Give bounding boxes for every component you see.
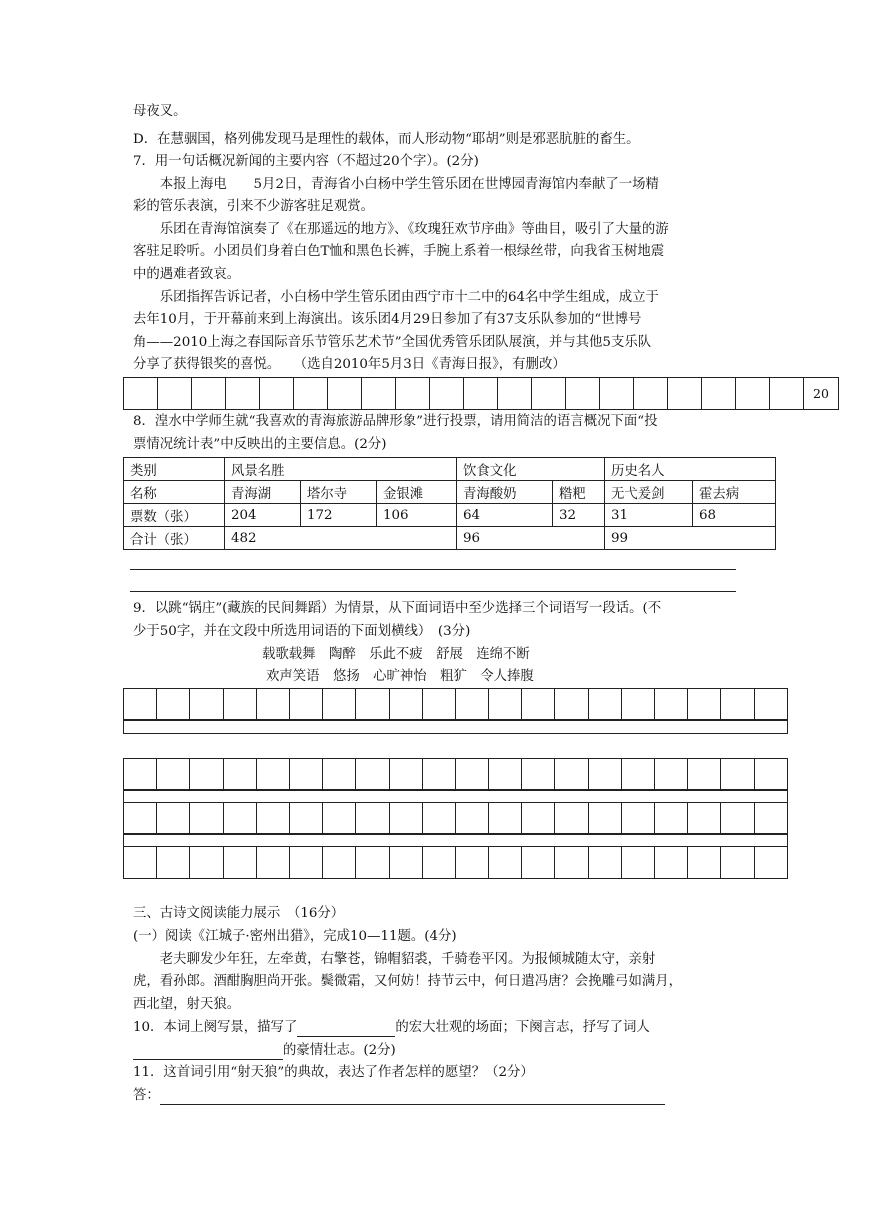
writing-cell[interactable] — [522, 803, 555, 835]
writing-cell[interactable] — [289, 803, 322, 835]
subsection-heading: (一）阅读《江城子·密州出猎》，完成10—11题。(4分) — [133, 929, 457, 944]
vote-statistics-table — [123, 457, 776, 550]
writing-cell[interactable] — [522, 689, 555, 721]
grid-spacer — [123, 719, 788, 734]
q9-question-line2: 少于50字，并在文段中所选用词语的下面划横线） (3分) — [133, 624, 471, 639]
q10-line2 — [133, 1042, 396, 1060]
answer-cell[interactable] — [124, 378, 158, 410]
writing-cell[interactable] — [621, 689, 654, 721]
writing-cell[interactable] — [422, 803, 455, 835]
writing-cell[interactable] — [522, 847, 555, 879]
writing-cell[interactable] — [389, 689, 422, 721]
q10-blank-2[interactable] — [133, 1045, 283, 1060]
q9-word-list-line1: 载歌载舞 陶醉 乐此不疲 舒展 连绵不断 — [262, 647, 530, 662]
writing-cell[interactable] — [621, 803, 654, 835]
table-cell: 68 — [693, 504, 776, 527]
answer-line[interactable] — [130, 569, 736, 570]
table-cell: 106 — [377, 504, 457, 527]
answer-cell[interactable] — [498, 378, 532, 410]
table-row — [124, 481, 776, 504]
writing-cell[interactable] — [489, 689, 522, 721]
q11-question: 11．这首词引用“射天狼”的典故，表达了作者怎样的愿望？（2分） — [133, 1065, 534, 1080]
writing-cell[interactable] — [157, 803, 190, 835]
writing-cell[interactable] — [422, 759, 455, 791]
writing-cell[interactable] — [124, 689, 157, 721]
writing-cell[interactable] — [323, 759, 356, 791]
writing-cell[interactable] — [223, 847, 256, 879]
writing-cell[interactable] — [422, 847, 455, 879]
q11-answer-line — [133, 1087, 665, 1105]
table-cell: 64 — [457, 504, 553, 527]
writing-cell[interactable] — [190, 759, 223, 791]
writing-cell[interactable] — [289, 689, 322, 721]
table-cell: 32 — [553, 504, 605, 527]
writing-grid-row[interactable] — [123, 846, 788, 879]
writing-cell[interactable] — [721, 847, 754, 879]
writing-cell[interactable] — [190, 803, 223, 835]
writing-cell[interactable] — [256, 759, 289, 791]
writing-cell[interactable] — [157, 759, 190, 791]
table-cell: 172 — [301, 504, 377, 527]
writing-cell[interactable] — [588, 847, 621, 879]
table-cell: 31 — [605, 504, 693, 527]
writing-cell[interactable] — [688, 847, 721, 879]
writing-cell[interactable] — [655, 759, 688, 791]
writing-cell[interactable] — [323, 803, 356, 835]
writing-cell[interactable] — [688, 689, 721, 721]
answer-cell[interactable] — [532, 378, 566, 410]
writing-cell[interactable] — [289, 759, 322, 791]
writing-cell[interactable] — [422, 689, 455, 721]
writing-grid-row[interactable] — [123, 802, 788, 835]
table-row — [124, 458, 776, 481]
table-cell: 塔尔寺 — [301, 481, 377, 504]
q7-answer-grid[interactable] — [123, 377, 839, 410]
writing-cell[interactable] — [621, 759, 654, 791]
table-cell: 名称 — [124, 481, 225, 504]
table-cell: 票数（张） — [124, 504, 225, 527]
writing-cell[interactable] — [256, 803, 289, 835]
table-row — [124, 504, 776, 527]
q10-text-c: 的豪情壮志。(2分) — [283, 1043, 396, 1058]
table-cell: 风景名胜 — [225, 458, 457, 481]
answer-cell[interactable] — [294, 378, 328, 410]
q8-question-line2: 票情况统计表”中反映出的主要信息。(2分) — [133, 437, 387, 452]
writing-cell[interactable] — [754, 759, 787, 791]
writing-cell[interactable] — [157, 847, 190, 879]
poem-line3: 西北望，射天狼。 — [133, 997, 241, 1012]
grid-spacer — [123, 833, 788, 847]
writing-grid-row[interactable] — [123, 758, 788, 791]
table-cell: 合计（张） — [124, 527, 225, 550]
writing-cell[interactable] — [655, 847, 688, 879]
writing-cell[interactable] — [655, 689, 688, 721]
q7-news-para3-line4: 分享了获得银奖的喜悦。 （选自2010年5月3日《青海日报》，有删改） — [133, 357, 566, 372]
table-cell: 青海酸奶 — [457, 481, 553, 504]
q10-blank-1[interactable] — [297, 1022, 395, 1037]
table-cell: 类别 — [124, 458, 225, 481]
writing-cell[interactable] — [455, 689, 488, 721]
writing-cell[interactable] — [688, 803, 721, 835]
writing-cell[interactable] — [588, 689, 621, 721]
writing-cell[interactable] — [389, 803, 422, 835]
q7-news-para2-line3: 中的遇难者致哀。 — [133, 267, 241, 282]
writing-cell[interactable] — [455, 759, 488, 791]
writing-cell[interactable] — [223, 803, 256, 835]
writing-cell[interactable] — [455, 847, 488, 879]
poem-line2: 虎，看孙郎。酒酣胸胆尚开张。鬓微霜，又何妨！持节云中，何日遣冯唐？会挽雕弓如满月， — [133, 974, 683, 989]
q11-answer-blank[interactable] — [160, 1090, 665, 1105]
writing-cell[interactable] — [124, 847, 157, 879]
table-row — [124, 527, 776, 550]
table-cell: 霍去病 — [693, 481, 776, 504]
q6-tail: 母夜叉。 — [133, 104, 187, 119]
writing-cell[interactable] — [323, 689, 356, 721]
writing-cell[interactable] — [124, 759, 157, 791]
q10-text-b: 的宏大壮观的场面；下阕言志，抒写了词人 — [395, 1020, 650, 1035]
writing-cell[interactable] — [256, 689, 289, 721]
answer-cell[interactable] — [566, 378, 600, 410]
answer-cell[interactable] — [464, 378, 498, 410]
writing-cell[interactable] — [356, 803, 389, 835]
writing-cell[interactable] — [489, 847, 522, 879]
writing-cell[interactable] — [157, 689, 190, 721]
writing-cell[interactable] — [754, 689, 787, 721]
writing-cell[interactable] — [721, 803, 754, 835]
writing-cell[interactable] — [289, 847, 322, 879]
section-title: 三、古诗文阅读能力展示 （16分） — [133, 906, 345, 921]
writing-cell[interactable] — [688, 759, 721, 791]
answer-cell[interactable] — [634, 378, 668, 410]
writing-cell[interactable] — [555, 689, 588, 721]
writing-cell[interactable] — [588, 759, 621, 791]
answer-cell[interactable] — [328, 378, 362, 410]
q9-word-list-line2: 欢声笑语 悠扬 心旷神怡 粗犷 令人捧腹 — [266, 669, 534, 684]
writing-cell[interactable] — [489, 803, 522, 835]
writing-cell[interactable] — [754, 803, 787, 835]
q7-news-para2-line1: 乐团在青海馆演奏了《在那遥远的地方》、《玫瑰狂欢节序曲》等曲目，吸引了大量的游 — [159, 222, 669, 237]
writing-cell[interactable] — [124, 803, 157, 835]
q6-option-d: D．在慧骃国，格列佛发现马是理性的载体，而人形动物“耶胡”则是邪恶肮脏的畜生。 — [133, 132, 640, 147]
writing-cell[interactable] — [455, 803, 488, 835]
writing-cell[interactable] — [489, 759, 522, 791]
answer-label: 答： — [133, 1088, 160, 1103]
grid-spacer — [123, 789, 788, 803]
q10-text-a: 10．本词上阕写景，描写了 — [133, 1020, 298, 1035]
q10-line1 — [133, 1019, 650, 1037]
writing-cell[interactable] — [655, 803, 688, 835]
writing-cell[interactable] — [223, 759, 256, 791]
table-cell: 历史名人 — [605, 458, 776, 481]
answer-cell[interactable] — [260, 378, 294, 410]
table-cell: 糌粑 — [553, 481, 605, 504]
q8-question-line1: 8．湟水中学师生就“我喜欢的青海旅游品牌形象”进行投票，请用简洁的语言概况下面“投 — [133, 414, 658, 429]
writing-grid-row[interactable] — [123, 688, 788, 721]
poem-line1: 老夫聊发少年狂，左牵黄，右擎苍，锦帽貂裘，千骑卷平冈。为报倾城随太守，亲射 — [159, 952, 656, 967]
q7-news-para2-line2: 客驻足聆听。小团员们身着白色T恤和黑色长裤，手腕上系着一根绿丝带，向我省玉树地震 — [133, 244, 665, 259]
q7-news-para1-line1: 本报上海电 5月2日，青海省小白杨中学生管乐团在世博园青海馆内奉献了一场精 — [159, 177, 659, 192]
q7-news-para3-line3: 角——2010上海之春国际音乐节管乐艺术节”全国优秀管乐团队展演，并与其他5支乐队 — [133, 335, 652, 350]
answer-cell[interactable] — [600, 378, 634, 410]
answer-cell[interactable] — [770, 378, 804, 410]
table-cell: 204 — [225, 504, 301, 527]
table-cell: 99 — [605, 527, 776, 550]
answer-line[interactable] — [130, 591, 736, 592]
writing-cell[interactable] — [356, 759, 389, 791]
writing-cell[interactable] — [621, 847, 654, 879]
writing-cell[interactable] — [389, 847, 422, 879]
table-cell: 96 — [457, 527, 605, 550]
answer-cell[interactable] — [396, 378, 430, 410]
writing-cell[interactable] — [190, 847, 223, 879]
q7-question: 7．用一句话概况新闻的主要内容（不超过20个字）。(2分) — [133, 154, 479, 169]
writing-cell[interactable] — [555, 847, 588, 879]
writing-cell[interactable] — [256, 847, 289, 879]
table-cell: 饮食文化 — [457, 458, 605, 481]
q7-news-para3-line2: 去年10月，于开幕前来到上海演出。该乐团4月29日参加了有37支乐队参加的“世博号 — [133, 312, 642, 327]
writing-cell[interactable] — [555, 759, 588, 791]
answer-cell[interactable] — [226, 378, 260, 410]
writing-cell[interactable] — [356, 689, 389, 721]
answer-cell[interactable] — [702, 378, 736, 410]
answer-cell[interactable] — [736, 378, 770, 410]
grid-count-label: 20 — [804, 378, 839, 410]
q9-question-line1: 9．以跳“锅庄”(藏族的民间舞蹈）为情景，从下面词语中至少选择三个词语写一段话。(不 — [133, 601, 662, 616]
writing-cell[interactable] — [323, 847, 356, 879]
writing-cell[interactable] — [721, 759, 754, 791]
answer-cell[interactable] — [430, 378, 464, 410]
writing-cell[interactable] — [522, 759, 555, 791]
writing-cell[interactable] — [389, 759, 422, 791]
writing-cell[interactable] — [223, 689, 256, 721]
writing-cell[interactable] — [721, 689, 754, 721]
writing-cell[interactable] — [588, 803, 621, 835]
answer-cell[interactable] — [192, 378, 226, 410]
table-cell: 无弋爰剑 — [605, 481, 693, 504]
table-cell: 金银滩 — [377, 481, 457, 504]
writing-cell[interactable] — [356, 847, 389, 879]
table-cell: 482 — [225, 527, 457, 550]
answer-cell[interactable] — [158, 378, 192, 410]
writing-cell[interactable] — [754, 847, 787, 879]
q7-news-para1-line2: 彩的管乐表演，引来不少游客驻足观赏。 — [133, 199, 375, 214]
table-cell: 青海湖 — [225, 481, 301, 504]
writing-cell[interactable] — [555, 803, 588, 835]
q7-news-para3-line1: 乐团指挥告诉记者，小白杨中学生管乐团由西宁市十二中的64名中学生组成，成立于 — [159, 290, 659, 305]
answer-cell[interactable] — [668, 378, 702, 410]
writing-cell[interactable] — [190, 689, 223, 721]
answer-cell[interactable] — [362, 378, 396, 410]
